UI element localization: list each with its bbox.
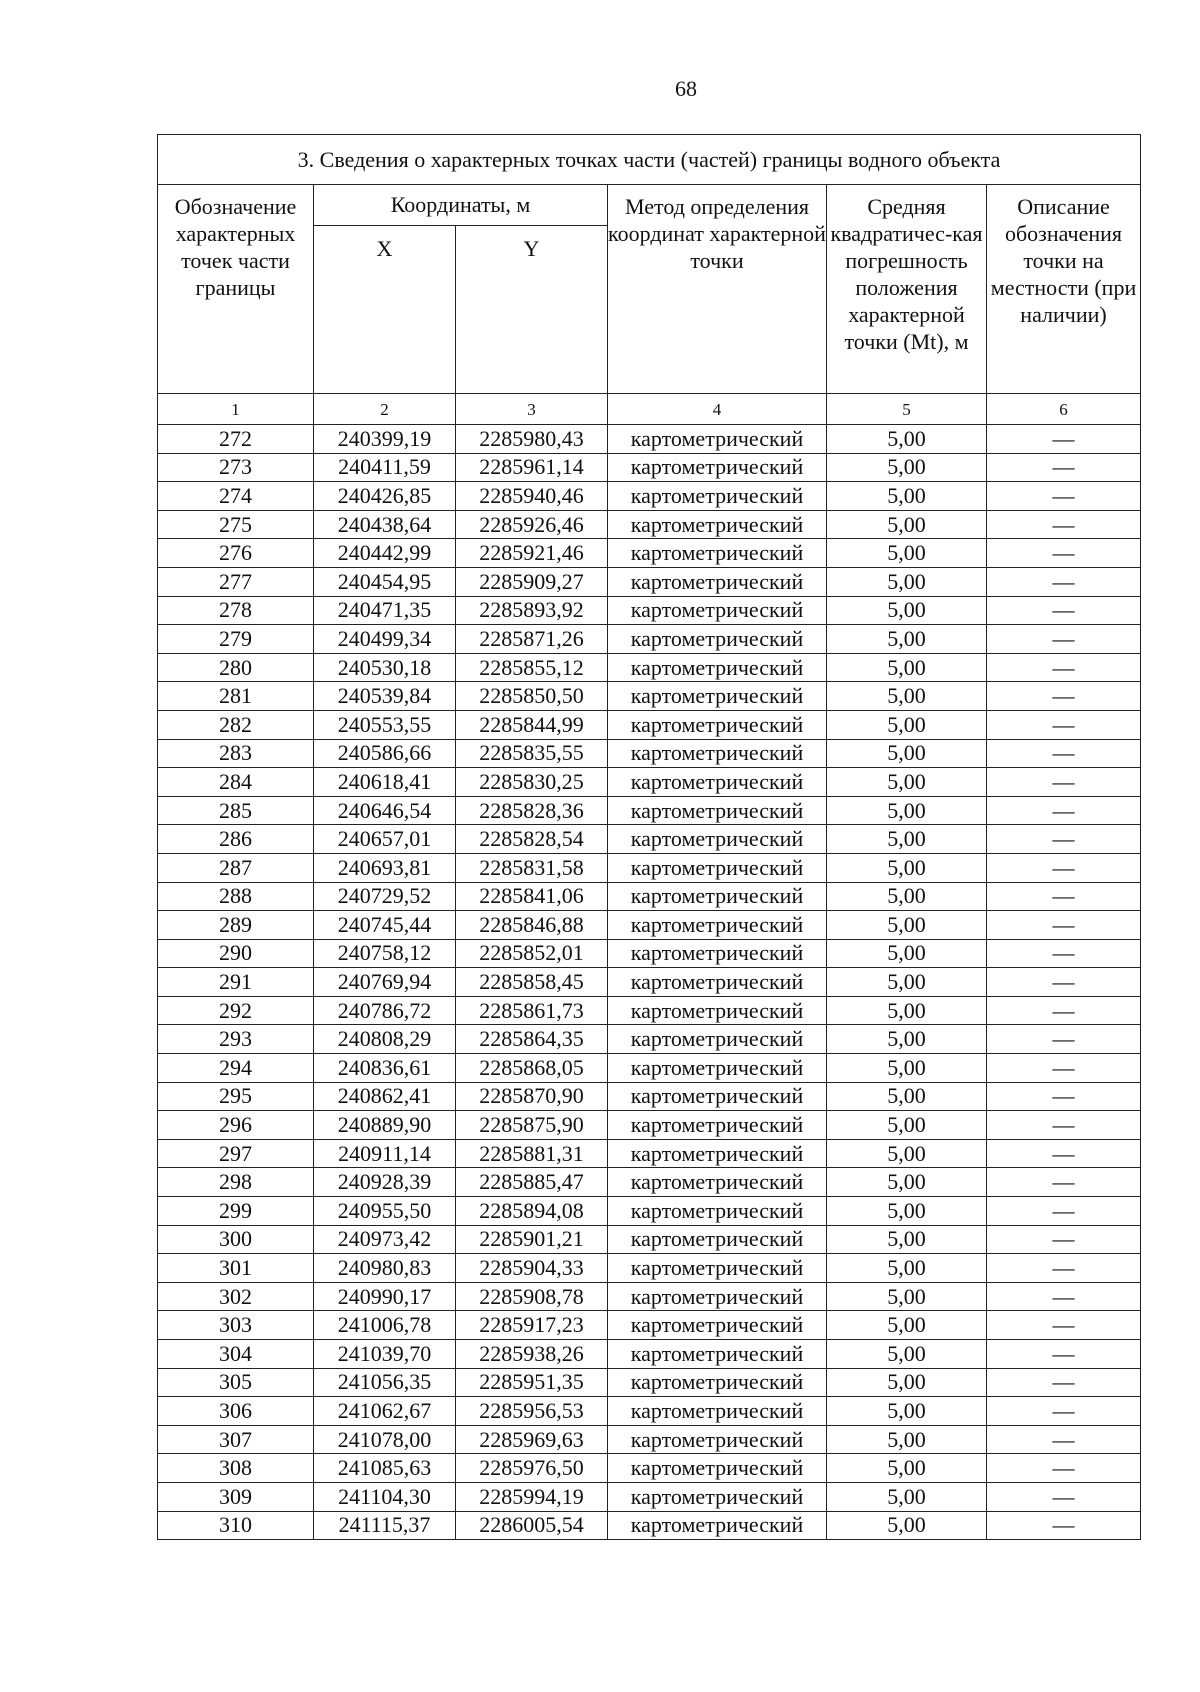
error-cell: 5,00 — [827, 1254, 987, 1283]
x-coordinate-cell: 241115,37 — [314, 1511, 456, 1540]
description-cell: — — [987, 682, 1141, 711]
error-cell: 5,00 — [827, 510, 987, 539]
method-cell: картометрический — [608, 825, 827, 854]
table-row — [158, 567, 1141, 596]
table-body — [158, 425, 1141, 1540]
method-cell: картометрический — [608, 1139, 827, 1168]
x-coordinate-cell: 240471,35 — [314, 596, 456, 625]
y-coordinate-cell: 2285881,31 — [456, 1139, 608, 1168]
table-row — [158, 825, 1141, 854]
description-cell: — — [987, 1368, 1141, 1397]
x-coordinate-cell: 240426,85 — [314, 482, 456, 511]
x-coordinate-cell: 240889,90 — [314, 1111, 456, 1140]
point-id-cell: 304 — [158, 1340, 314, 1369]
y-coordinate-cell: 2285835,55 — [456, 739, 608, 768]
x-coordinate-cell: 240454,95 — [314, 567, 456, 596]
error-cell: 5,00 — [827, 1397, 987, 1426]
error-cell: 5,00 — [827, 853, 987, 882]
x-coordinate-cell: 240530,18 — [314, 653, 456, 682]
point-id-cell: 295 — [158, 1082, 314, 1111]
description-cell: — — [987, 882, 1141, 911]
x-coordinate-cell: 240499,34 — [314, 625, 456, 654]
point-id-cell: 286 — [158, 825, 314, 854]
description-cell: — — [987, 510, 1141, 539]
point-id-cell: 292 — [158, 996, 314, 1025]
table-row — [158, 1254, 1141, 1283]
point-id-cell: 296 — [158, 1111, 314, 1140]
point-id-cell: 272 — [158, 425, 314, 454]
x-coordinate-cell: 240769,94 — [314, 968, 456, 997]
description-cell: — — [987, 625, 1141, 654]
header-y: Y — [456, 226, 608, 394]
point-id-cell: 305 — [158, 1368, 314, 1397]
y-coordinate-cell: 2285831,58 — [456, 853, 608, 882]
description-cell: — — [987, 710, 1141, 739]
error-cell: 5,00 — [827, 1054, 987, 1083]
error-cell: 5,00 — [827, 1511, 987, 1540]
point-id-cell: 300 — [158, 1225, 314, 1254]
header-coords: Координаты, м — [314, 185, 608, 226]
method-cell: картометрический — [608, 1254, 827, 1283]
method-cell: картометрический — [608, 853, 827, 882]
page-number: 68 — [675, 76, 697, 101]
boundary-points-table — [157, 134, 1141, 1540]
table-row — [158, 911, 1141, 940]
point-id-cell: 293 — [158, 1025, 314, 1054]
x-coordinate-cell: 240758,12 — [314, 939, 456, 968]
error-cell: 5,00 — [827, 825, 987, 854]
point-id-cell: 299 — [158, 1197, 314, 1226]
y-coordinate-cell: 2285938,26 — [456, 1340, 608, 1369]
x-coordinate-cell: 241085,63 — [314, 1454, 456, 1483]
point-id-cell: 277 — [158, 567, 314, 596]
error-cell: 5,00 — [827, 567, 987, 596]
error-cell: 5,00 — [827, 1482, 987, 1511]
point-id-cell: 289 — [158, 911, 314, 940]
y-coordinate-cell: 2285994,19 — [456, 1482, 608, 1511]
error-cell: 5,00 — [827, 1111, 987, 1140]
table-row — [158, 1025, 1141, 1054]
point-id-cell: 276 — [158, 539, 314, 568]
y-coordinate-cell: 2285980,43 — [456, 425, 608, 454]
table-row — [158, 1511, 1141, 1540]
table-title: 3. Сведения о характерных точках части (частей) границы водного объекта — [158, 135, 1141, 185]
x-coordinate-cell: 240973,42 — [314, 1225, 456, 1254]
description-cell: — — [987, 768, 1141, 797]
column-number: 2 — [314, 394, 456, 425]
point-id-cell: 285 — [158, 796, 314, 825]
table-row — [158, 625, 1141, 654]
table-row — [158, 1368, 1141, 1397]
description-cell: — — [987, 1425, 1141, 1454]
header-x: X — [314, 226, 456, 394]
description-cell: — — [987, 1139, 1141, 1168]
method-cell: картометрический — [608, 739, 827, 768]
description-cell: — — [987, 996, 1141, 1025]
x-coordinate-cell: 240836,61 — [314, 1054, 456, 1083]
table-row — [158, 425, 1141, 454]
y-coordinate-cell: 2285940,46 — [456, 482, 608, 511]
point-id-cell: 275 — [158, 510, 314, 539]
column-numbers-row — [158, 394, 1141, 425]
y-coordinate-cell: 2285864,35 — [456, 1025, 608, 1054]
x-coordinate-cell: 240438,64 — [314, 510, 456, 539]
table-row — [158, 768, 1141, 797]
y-coordinate-cell: 2285961,14 — [456, 453, 608, 482]
method-cell: картометрический — [608, 1454, 827, 1483]
method-cell: картометрический — [608, 1282, 827, 1311]
y-coordinate-cell: 2285841,06 — [456, 882, 608, 911]
y-coordinate-cell: 2285904,33 — [456, 1254, 608, 1283]
table-row — [158, 968, 1141, 997]
error-cell: 5,00 — [827, 996, 987, 1025]
y-coordinate-cell: 2285852,01 — [456, 939, 608, 968]
table-row — [158, 1454, 1141, 1483]
y-coordinate-cell: 2285855,12 — [456, 653, 608, 682]
table-row — [158, 739, 1141, 768]
description-cell: — — [987, 825, 1141, 854]
point-id-cell: 283 — [158, 739, 314, 768]
x-coordinate-cell: 240980,83 — [314, 1254, 456, 1283]
point-id-cell: 303 — [158, 1311, 314, 1340]
error-cell: 5,00 — [827, 1368, 987, 1397]
header-method: Метод определения координат характерной точки — [608, 185, 827, 394]
description-cell: — — [987, 425, 1141, 454]
method-cell: картометрический — [608, 596, 827, 625]
column-number: 6 — [987, 394, 1141, 425]
point-id-cell: 308 — [158, 1454, 314, 1483]
table-row — [158, 1311, 1141, 1340]
method-cell: картометрический — [608, 911, 827, 940]
x-coordinate-cell: 240618,41 — [314, 768, 456, 797]
point-id-cell: 278 — [158, 596, 314, 625]
method-cell: картометрический — [608, 1082, 827, 1111]
y-coordinate-cell: 2285885,47 — [456, 1168, 608, 1197]
x-coordinate-cell: 241006,78 — [314, 1311, 456, 1340]
description-cell: — — [987, 968, 1141, 997]
point-id-cell: 282 — [158, 710, 314, 739]
y-coordinate-cell: 2285875,90 — [456, 1111, 608, 1140]
y-coordinate-cell: 2285926,46 — [456, 510, 608, 539]
description-cell: — — [987, 739, 1141, 768]
point-id-cell: 301 — [158, 1254, 314, 1283]
table-row — [158, 1197, 1141, 1226]
description-cell: — — [987, 1254, 1141, 1283]
method-cell: картометрический — [608, 882, 827, 911]
table-row — [158, 853, 1141, 882]
description-cell: — — [987, 1511, 1141, 1540]
description-cell: — — [987, 1282, 1141, 1311]
point-id-cell: 284 — [158, 768, 314, 797]
description-cell: — — [987, 796, 1141, 825]
method-cell: картометрический — [608, 1425, 827, 1454]
x-coordinate-cell: 240928,39 — [314, 1168, 456, 1197]
x-coordinate-cell: 240411,59 — [314, 453, 456, 482]
y-coordinate-cell: 2285850,50 — [456, 682, 608, 711]
x-coordinate-cell: 240693,81 — [314, 853, 456, 882]
method-cell: картометрический — [608, 1054, 827, 1083]
error-cell: 5,00 — [827, 1282, 987, 1311]
error-cell: 5,00 — [827, 482, 987, 511]
point-id-cell: 310 — [158, 1511, 314, 1540]
table-row — [158, 882, 1141, 911]
point-id-cell: 309 — [158, 1482, 314, 1511]
error-cell: 5,00 — [827, 968, 987, 997]
x-coordinate-cell: 241078,00 — [314, 1425, 456, 1454]
table-row — [158, 1139, 1141, 1168]
point-id-cell: 307 — [158, 1425, 314, 1454]
error-cell: 5,00 — [827, 796, 987, 825]
error-cell: 5,00 — [827, 453, 987, 482]
x-coordinate-cell: 240442,99 — [314, 539, 456, 568]
y-coordinate-cell: 2285917,23 — [456, 1311, 608, 1340]
x-coordinate-cell: 240808,29 — [314, 1025, 456, 1054]
y-coordinate-cell: 2285921,46 — [456, 539, 608, 568]
method-cell: картометрический — [608, 539, 827, 568]
x-coordinate-cell: 241056,35 — [314, 1368, 456, 1397]
y-coordinate-cell: 2286005,54 — [456, 1511, 608, 1540]
x-coordinate-cell: 240745,44 — [314, 911, 456, 940]
table-row — [158, 1111, 1141, 1140]
y-coordinate-cell: 2285871,26 — [456, 625, 608, 654]
table-row — [158, 1054, 1141, 1083]
method-cell: картометрический — [608, 996, 827, 1025]
y-coordinate-cell: 2285861,73 — [456, 996, 608, 1025]
error-cell: 5,00 — [827, 1082, 987, 1111]
error-cell: 5,00 — [827, 682, 987, 711]
y-coordinate-cell: 2285830,25 — [456, 768, 608, 797]
description-cell: — — [987, 1225, 1141, 1254]
point-id-cell: 274 — [158, 482, 314, 511]
table-row — [158, 453, 1141, 482]
method-cell: картометрический — [608, 625, 827, 654]
description-cell: — — [987, 1340, 1141, 1369]
description-cell: — — [987, 853, 1141, 882]
point-id-cell: 297 — [158, 1139, 314, 1168]
x-coordinate-cell: 240399,19 — [314, 425, 456, 454]
point-id-cell: 302 — [158, 1282, 314, 1311]
error-cell: 5,00 — [827, 1454, 987, 1483]
method-cell: картометрический — [608, 1311, 827, 1340]
method-cell: картометрический — [608, 1482, 827, 1511]
error-cell: 5,00 — [827, 768, 987, 797]
error-cell: 5,00 — [827, 939, 987, 968]
description-cell: — — [987, 653, 1141, 682]
method-cell: картометрический — [608, 796, 827, 825]
x-coordinate-cell: 240586,66 — [314, 739, 456, 768]
method-cell: картометрический — [608, 1111, 827, 1140]
x-coordinate-cell: 240646,54 — [314, 796, 456, 825]
method-cell: картометрический — [608, 968, 827, 997]
description-cell: — — [987, 1111, 1141, 1140]
method-cell: картометрический — [608, 1397, 827, 1426]
error-cell: 5,00 — [827, 710, 987, 739]
y-coordinate-cell: 2285951,35 — [456, 1368, 608, 1397]
header-error: Средняя квадратичес-кая погрешность положения характерной точки (Mt), м — [827, 185, 987, 394]
point-id-cell: 288 — [158, 882, 314, 911]
y-coordinate-cell: 2285976,50 — [456, 1454, 608, 1483]
point-id-cell: 287 — [158, 853, 314, 882]
y-coordinate-cell: 2285870,90 — [456, 1082, 608, 1111]
error-cell: 5,00 — [827, 1340, 987, 1369]
point-id-cell: 291 — [158, 968, 314, 997]
table-row — [158, 653, 1141, 682]
error-cell: 5,00 — [827, 1025, 987, 1054]
y-coordinate-cell: 2285969,63 — [456, 1425, 608, 1454]
error-cell: 5,00 — [827, 539, 987, 568]
error-cell: 5,00 — [827, 1197, 987, 1226]
description-cell: — — [987, 453, 1141, 482]
x-coordinate-cell: 240862,41 — [314, 1082, 456, 1111]
y-coordinate-cell: 2285858,45 — [456, 968, 608, 997]
error-cell: 5,00 — [827, 882, 987, 911]
error-cell: 5,00 — [827, 1311, 987, 1340]
y-coordinate-cell: 2285828,36 — [456, 796, 608, 825]
x-coordinate-cell: 240539,84 — [314, 682, 456, 711]
description-cell: — — [987, 1454, 1141, 1483]
y-coordinate-cell: 2285846,88 — [456, 911, 608, 940]
error-cell: 5,00 — [827, 911, 987, 940]
table-row — [158, 482, 1141, 511]
table-row — [158, 710, 1141, 739]
description-cell: — — [987, 1054, 1141, 1083]
point-id-cell: 280 — [158, 653, 314, 682]
error-cell: 5,00 — [827, 425, 987, 454]
x-coordinate-cell: 240990,17 — [314, 1282, 456, 1311]
y-coordinate-cell: 2285956,53 — [456, 1397, 608, 1426]
y-coordinate-cell: 2285868,05 — [456, 1054, 608, 1083]
description-cell: — — [987, 539, 1141, 568]
y-coordinate-cell: 2285901,21 — [456, 1225, 608, 1254]
error-cell: 5,00 — [827, 1425, 987, 1454]
description-cell: — — [987, 1168, 1141, 1197]
table-row — [158, 1225, 1141, 1254]
table-row — [158, 1168, 1141, 1197]
table-row — [158, 682, 1141, 711]
y-coordinate-cell: 2285908,78 — [456, 1282, 608, 1311]
x-coordinate-cell: 240911,14 — [314, 1139, 456, 1168]
method-cell: картометрический — [608, 1511, 827, 1540]
header-point: Обозначение характерных точек части границы — [158, 185, 314, 394]
description-cell: — — [987, 1397, 1141, 1426]
method-cell: картометрический — [608, 1168, 827, 1197]
table-row — [158, 796, 1141, 825]
method-cell: картометрический — [608, 939, 827, 968]
x-coordinate-cell: 241039,70 — [314, 1340, 456, 1369]
point-id-cell: 281 — [158, 682, 314, 711]
y-coordinate-cell: 2285894,08 — [456, 1197, 608, 1226]
table-row — [158, 1482, 1141, 1511]
table-row — [158, 1282, 1141, 1311]
description-cell: — — [987, 1311, 1141, 1340]
table-row — [158, 1082, 1141, 1111]
description-cell: — — [987, 1082, 1141, 1111]
error-cell: 5,00 — [827, 1168, 987, 1197]
description-cell: — — [987, 1482, 1141, 1511]
description-cell: — — [987, 567, 1141, 596]
y-coordinate-cell: 2285893,92 — [456, 596, 608, 625]
x-coordinate-cell: 241062,67 — [314, 1397, 456, 1426]
x-coordinate-cell: 240553,55 — [314, 710, 456, 739]
method-cell: картометрический — [608, 425, 827, 454]
description-cell: — — [987, 596, 1141, 625]
error-cell: 5,00 — [827, 653, 987, 682]
method-cell: картометрический — [608, 1340, 827, 1369]
x-coordinate-cell: 240955,50 — [314, 1197, 456, 1226]
method-cell: картометрический — [608, 768, 827, 797]
method-cell: картометрический — [608, 510, 827, 539]
method-cell: картометрический — [608, 653, 827, 682]
error-cell: 5,00 — [827, 1225, 987, 1254]
x-coordinate-cell: 240729,52 — [314, 882, 456, 911]
description-cell: — — [987, 1025, 1141, 1054]
error-cell: 5,00 — [827, 625, 987, 654]
point-id-cell: 298 — [158, 1168, 314, 1197]
method-cell: картометрический — [608, 482, 827, 511]
description-cell: — — [987, 1197, 1141, 1226]
method-cell: картометрический — [608, 1225, 827, 1254]
table-row — [158, 1340, 1141, 1369]
x-coordinate-cell: 241104,30 — [314, 1482, 456, 1511]
method-cell: картометрический — [608, 1197, 827, 1226]
table-row — [158, 939, 1141, 968]
point-id-cell: 290 — [158, 939, 314, 968]
column-number: 4 — [608, 394, 827, 425]
x-coordinate-cell: 240786,72 — [314, 996, 456, 1025]
y-coordinate-cell: 2285828,54 — [456, 825, 608, 854]
method-cell: картометрический — [608, 710, 827, 739]
table-row — [158, 596, 1141, 625]
description-cell: — — [987, 911, 1141, 940]
method-cell: картометрический — [608, 567, 827, 596]
point-id-cell: 306 — [158, 1397, 314, 1426]
table-row — [158, 510, 1141, 539]
point-id-cell: 273 — [158, 453, 314, 482]
method-cell: картометрический — [608, 453, 827, 482]
y-coordinate-cell: 2285909,27 — [456, 567, 608, 596]
column-number: 3 — [456, 394, 608, 425]
error-cell: 5,00 — [827, 1139, 987, 1168]
error-cell: 5,00 — [827, 739, 987, 768]
table-row — [158, 1397, 1141, 1426]
table-row — [158, 996, 1141, 1025]
table-row — [158, 1425, 1141, 1454]
column-number: 1 — [158, 394, 314, 425]
y-coordinate-cell: 2285844,99 — [456, 710, 608, 739]
header-description: Описание обозначения точки на местности (при наличии) — [987, 185, 1141, 394]
column-number: 5 — [827, 394, 987, 425]
table-row — [158, 539, 1141, 568]
description-cell: — — [987, 482, 1141, 511]
method-cell: картометрический — [608, 682, 827, 711]
point-id-cell: 294 — [158, 1054, 314, 1083]
method-cell: картометрический — [608, 1025, 827, 1054]
error-cell: 5,00 — [827, 596, 987, 625]
x-coordinate-cell: 240657,01 — [314, 825, 456, 854]
method-cell: картометрический — [608, 1368, 827, 1397]
point-id-cell: 279 — [158, 625, 314, 654]
description-cell: — — [987, 939, 1141, 968]
